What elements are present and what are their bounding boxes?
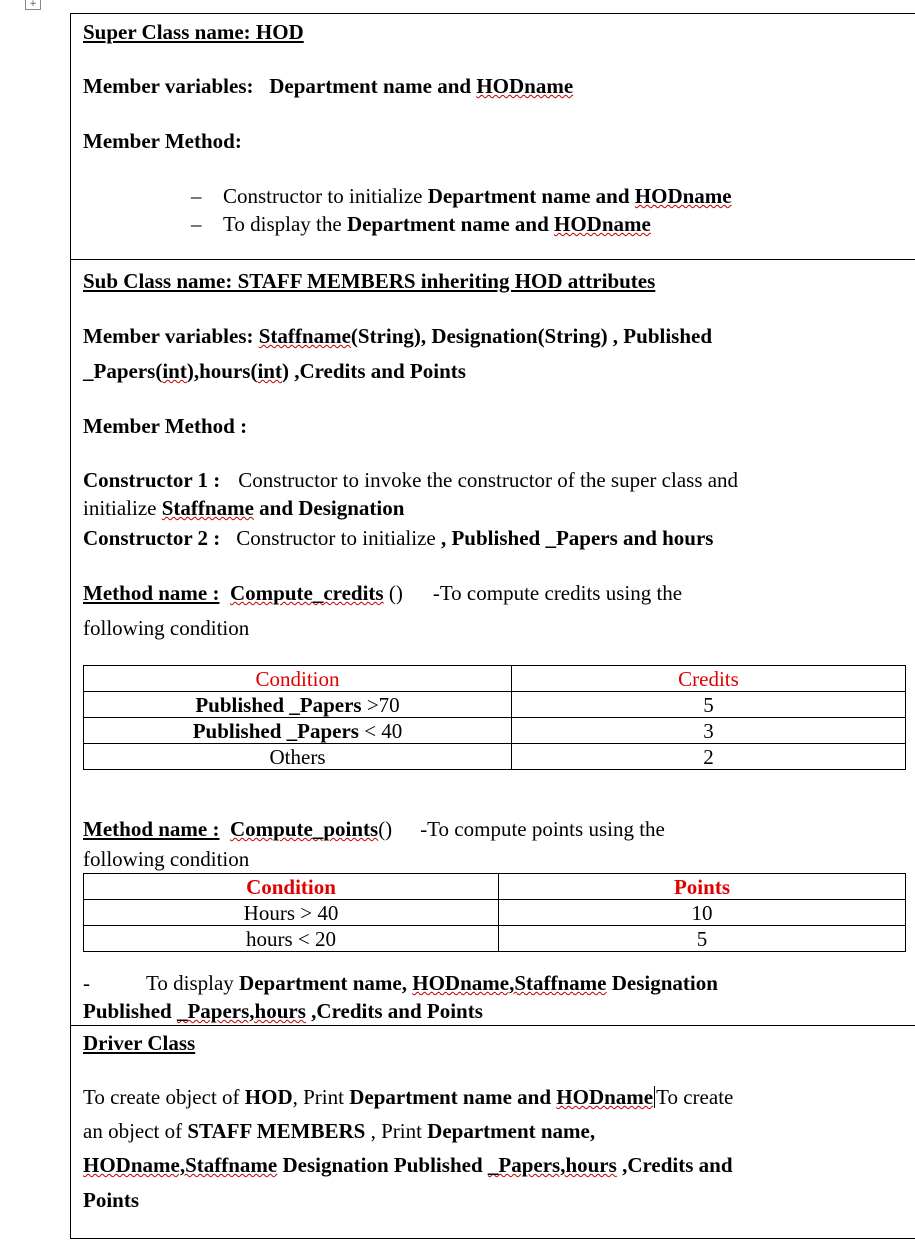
hod-member-variables: Member variables: Department name and HODname [83, 74, 574, 98]
dash-bullet-icon: - [83, 971, 90, 995]
credits-condition-cell: Others [84, 744, 512, 770]
constructor1-line1: Constructor 1 : Constructor to invoke the constructor of the super class and [83, 468, 739, 492]
credits-condition-cell: Published _Papers >70 [84, 692, 512, 718]
points-condition-cell: hours < 20 [84, 926, 499, 952]
hod-title: Super Class name: HOD [83, 20, 304, 44]
compute-points-method-line: Method name : Compute_points() -To compute points using the [83, 817, 665, 841]
constructor1-line2: initialize Staffname and Designation [83, 496, 405, 520]
compute-credits-method-line: Method name : Compute_credits () -To compute credits using the [83, 581, 683, 605]
table-row [84, 744, 906, 770]
credits-table [83, 665, 906, 770]
dash-bullet-icon: – [191, 212, 202, 236]
table-row [84, 926, 906, 952]
staff-section [71, 261, 915, 1026]
hod-member-method-label: Member Method: [83, 129, 242, 153]
document-table [70, 13, 915, 1239]
points-table [83, 873, 906, 952]
driver-line3: HODname,Staffname Designation Published _Papers,hours ,Credits and [83, 1153, 733, 1177]
table-row [84, 692, 906, 718]
driver-line1: To create object of HOD, Print Department name and HODname To create [83, 1085, 734, 1109]
constructor2-line: Constructor 2 : Constructor to initialize , Published _Papers and hours [83, 526, 714, 550]
table-header-row [84, 874, 906, 900]
hodname-spellcheck: HODname [476, 74, 574, 98]
compute-credits-desc-line2: following condition [83, 616, 250, 640]
points-value-cell: 10 [499, 900, 906, 926]
driver-title: Driver Class [83, 1031, 196, 1055]
staff-member-method-label: Member Method : [83, 414, 248, 438]
credits-header-condition: Condition [84, 666, 512, 692]
staff-member-variables-line2: _Papers(int),hours(int) ,Credits and Points [83, 359, 466, 383]
hod-bullet-constructor: – Constructor to initialize Department name and HODname [191, 184, 732, 208]
hod-bullet-display: – To display the Department name and HODname [191, 212, 651, 236]
credits-value-cell: 2 [512, 744, 906, 770]
dash-bullet-icon: – [191, 184, 202, 208]
text-cursor [654, 1086, 655, 1108]
credits-condition-cell: Published _Papers < 40 [84, 718, 512, 744]
table-row [84, 718, 906, 744]
staff-title: Sub Class name: STAFF MEMBERS inheriting HOD attributes [83, 269, 656, 293]
driver-line4: Points [83, 1188, 140, 1212]
staff-member-variables-line1: Member variables: Staffname(String), Designation(String) , Published [83, 324, 713, 348]
credits-value-cell: 3 [512, 718, 906, 744]
display-line2: Published _Papers,hours ,Credits and Points [83, 999, 483, 1023]
hod-section [71, 14, 915, 260]
credits-header-credits: Credits [512, 666, 906, 692]
compute-points-desc-line2: following condition [83, 847, 250, 871]
driver-line2: an object of STAFF MEMBERS , Print Department name, [83, 1119, 596, 1143]
points-header-condition: Condition [84, 874, 499, 900]
table-move-handle-icon[interactable]: + [25, 0, 41, 10]
points-value-cell: 5 [499, 926, 906, 952]
table-row [84, 900, 906, 926]
display-line1: - To display Department name, HODname,Staffname Designation [83, 971, 718, 995]
table-header-row [84, 666, 906, 692]
points-header-points: Points [499, 874, 906, 900]
credits-value-cell: 5 [512, 692, 906, 718]
points-condition-cell: Hours > 40 [84, 900, 499, 926]
driver-section [71, 1027, 915, 1239]
